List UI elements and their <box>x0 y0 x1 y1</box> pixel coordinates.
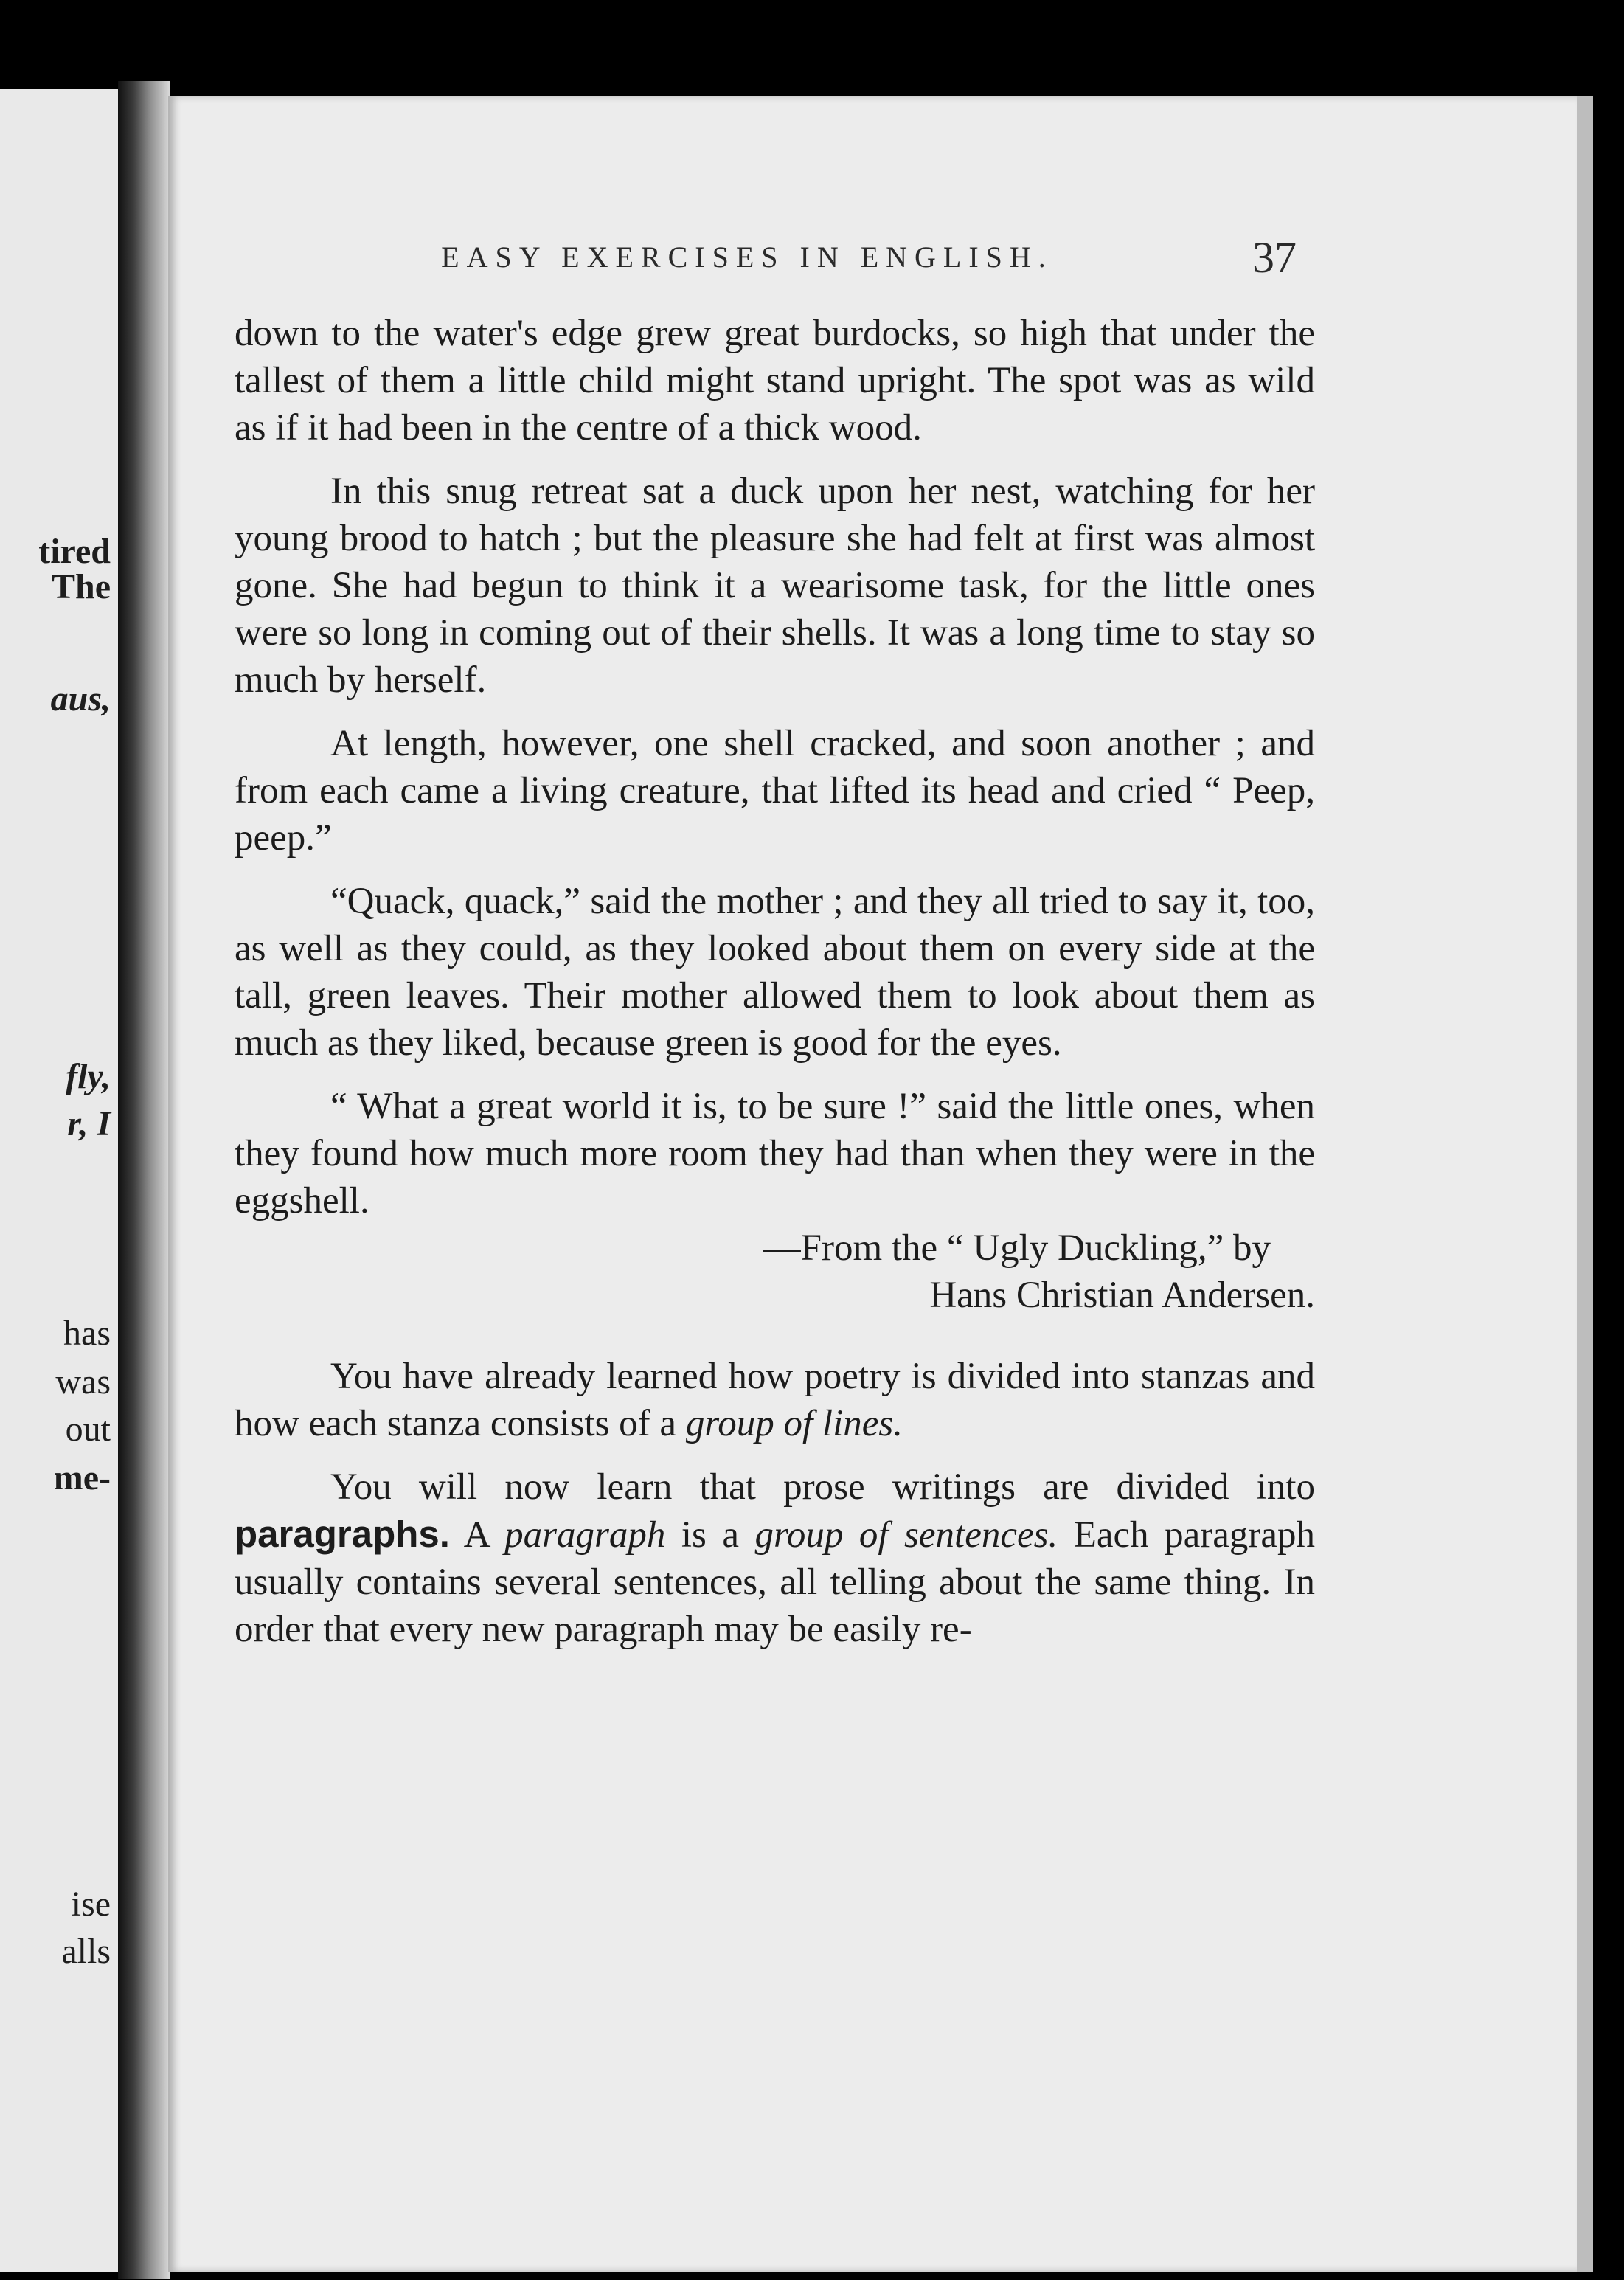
paragraph-stanzas <box>235 1353 1315 1447</box>
page-number: 37 <box>1252 233 1297 282</box>
paragraph-definition <box>235 1463 1315 1653</box>
attribution-source: —From the “ Ugly Duckling,” by <box>763 1227 1271 1269</box>
facing-text-fragment: r, I <box>67 1104 111 1143</box>
italic-term: group of lines. <box>685 1403 903 1444</box>
facing-text-fragment: ise <box>71 1885 111 1924</box>
facing-page-fragment <box>0 89 122 2272</box>
paragraph-4: “Quack, quack,” said the mother ; and they all tried to say it, too, as well as they could, as they looked about them on every side at the tall, green leaves. Their mother allowed them to look about them as much as they liked, because green is good for the eyes. <box>235 881 1315 1064</box>
paragraph-1: down to the water's edge grew great burdocks, so high that under the tallest of them a little child might stand upright. The spot was as wild as if it had been in the centre of a thick wood. <box>235 313 1315 448</box>
running-head: EASY EXERCISES IN ENGLISH. <box>441 240 1053 274</box>
facing-text-fragment: The <box>51 567 111 606</box>
paragraph-text: A <box>449 1514 505 1556</box>
attribution-author: Hans Christian Andersen. <box>929 1275 1315 1316</box>
paragraph-text: Each paragraph usually contains several sentences, all telling about the same thing. In order that every new paragraph may be easily re- <box>235 1514 1315 1650</box>
book-page <box>168 96 1593 2272</box>
italic-term: group of sentences. <box>754 1514 1058 1556</box>
paragraph-text: You will now learn that prose writings are divided into <box>330 1466 1315 1508</box>
italic-term: paragraph <box>504 1514 666 1556</box>
facing-text-fragment: was <box>55 1362 111 1401</box>
facing-text-fragment: fly, <box>66 1057 111 1096</box>
facing-text-fragment: out <box>65 1410 111 1449</box>
paragraph-2: In this snug retreat sat a duck upon her nest, watching for her young brood to hatch ; but the pleasure she had felt at first was almost gone. She had begun to think it a wearisome task, for the little ones were so long in coming out of their shells. It was a long time to stay so much by herself. <box>235 471 1315 701</box>
facing-text-fragment: alls <box>61 1932 111 1971</box>
paragraph-3: At length, however, one shell cracked, and soon another ; and from each came a living creature, that lifted its head and cried “ Peep, peep.” <box>235 723 1315 859</box>
paragraph-text: You have already learned how poetry is divided into stanzas and how each stanza consists of a <box>235 1356 1315 1444</box>
book-gutter <box>118 81 170 2279</box>
facing-text-fragment: aus, <box>50 679 111 718</box>
paragraph-5: “ What a great world it is, to be sure !” said the little ones, when they found how much more room they had than when they were in the eggshell. <box>235 1086 1315 1222</box>
facing-text-fragment: has <box>63 1314 111 1353</box>
facing-text-fragment: tired <box>38 532 111 571</box>
paragraph-text: is a <box>665 1514 755 1556</box>
facing-text-fragment: me- <box>53 1458 111 1497</box>
bold-keyword: paragraphs. <box>235 1513 450 1555</box>
page-body <box>235 310 1315 1653</box>
